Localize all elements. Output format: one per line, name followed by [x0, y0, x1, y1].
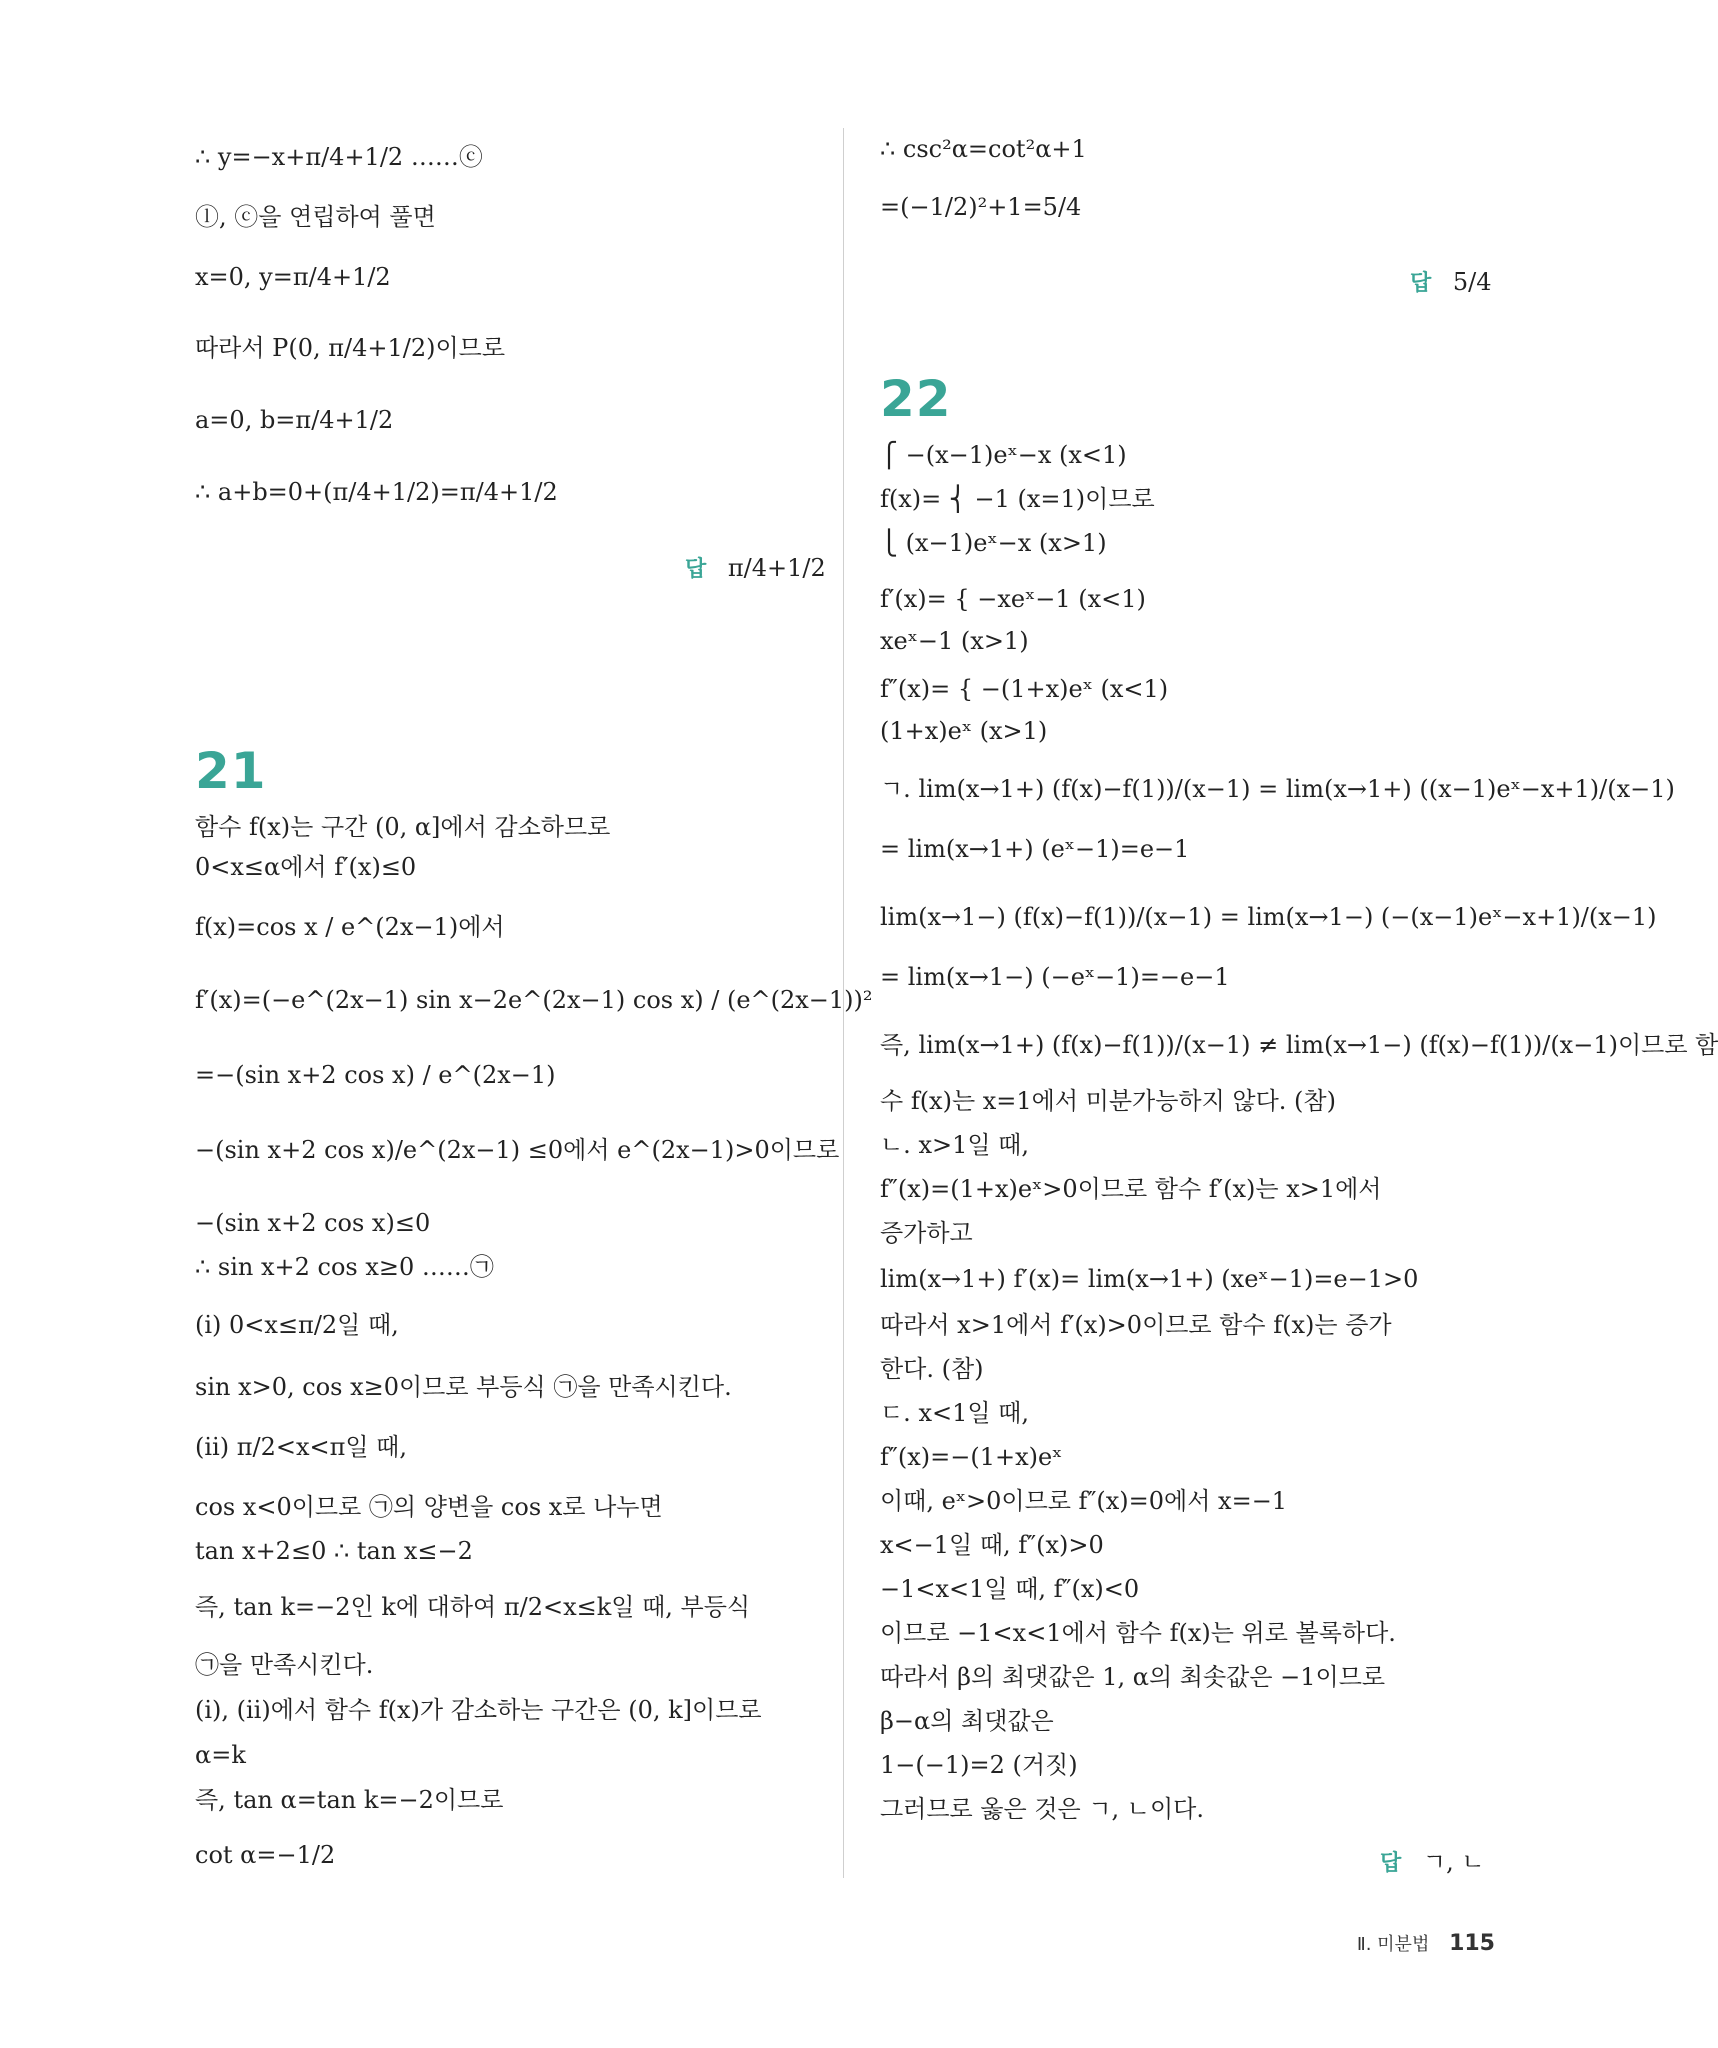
text-line: 따라서 x>1에서 f′(x)>0이므로 함수 f(x)는 증가: [880, 1311, 1392, 1339]
section-name: Ⅱ. 미분법: [1356, 1934, 1430, 1955]
equation-line: ∴ y=−x+π/4+1/2 ……ⓒ: [195, 143, 483, 171]
equation-line: tan x+2≤0 ∴ tan x≤−2: [195, 1537, 473, 1565]
text-line: ㉠을 만족시킨다.: [195, 1651, 374, 1679]
text-line: 이때, eˣ>0이므로 f″(x)=0에서 x=−1: [880, 1487, 1288, 1515]
equation-line: =(−1/2)²+1=5/4: [880, 193, 1082, 221]
text-line: 따라서 β의 최댓값은 1, α의 최솟값은 −1이므로: [880, 1663, 1386, 1691]
text-line: −1<x<1일 때, f″(x)<0: [880, 1575, 1140, 1603]
equation-line: 1−(−1)=2 (거짓): [880, 1751, 1078, 1779]
case-line: (ⅰ) 0<x≤π/2일 때,: [195, 1311, 399, 1339]
answer-box: [1410, 266, 1492, 297]
text-line: 한다. (참): [880, 1355, 984, 1383]
equation-line: lim(x→1−) (f(x)−f(1))/(x−1) = lim(x→1−) (−(x−1)eˣ−x+1)/(x−1): [880, 903, 1657, 931]
text-line: 따라서 P(0, π/4+1/2)이므로: [195, 334, 505, 362]
answer-label: 답: [685, 557, 707, 582]
equation-line: f(x)= ⎨ −1 (x=1)이므로: [880, 485, 1155, 513]
answer-label: 답: [1380, 1851, 1402, 1876]
equation-line: f″(x)= { −(1+x)eˣ (x<1): [880, 675, 1169, 703]
text-line: 증가하고: [880, 1219, 973, 1247]
answer-label: 답: [1410, 271, 1432, 296]
equation-line: x=0, y=π/4+1/2: [195, 263, 391, 291]
text-line: 이므로 −1<x<1에서 함수 f(x)는 위로 볼록하다.: [880, 1619, 1396, 1647]
text-line: ㄷ. x<1일 때,: [880, 1399, 1029, 1427]
text-line: 수 f(x)는 x=1에서 미분가능하지 않다. (참): [880, 1087, 1336, 1115]
text-line: f″(x)=(1+x)eˣ>0이므로 함수 f′(x)는 x>1에서: [880, 1175, 1382, 1203]
equation-line: f′(x)= { −xeˣ−1 (x<1): [880, 585, 1146, 613]
equation-line: ⎧ −(x−1)eˣ−x (x<1): [880, 441, 1127, 469]
case-line: (ⅱ) π/2<x<π일 때,: [195, 1433, 407, 1461]
text-line: 즉, tan k=−2인 k에 대하여 π/2<x≤k일 때, 부등식: [195, 1593, 751, 1621]
problem-number-21: 21: [195, 742, 267, 800]
equation-line: f″(x)=−(1+x)eˣ: [880, 1443, 1063, 1471]
equation-line: α=k: [195, 1741, 246, 1769]
equation-line: f′(x)=(−e^(2x−1) sin x−2e^(2x−1) cos x) / (e^(2x−1))²: [195, 986, 873, 1014]
equation-line: = lim(x→1−) (−eˣ−1)=−e−1: [880, 963, 1230, 991]
equation-line: ㄱ. lim(x→1+) (f(x)−f(1))/(x−1) = lim(x→1+) ((x−1)eˣ−x+1)/(x−1): [880, 775, 1675, 803]
text-line: ㄴ. x>1일 때,: [880, 1131, 1029, 1159]
equation-line: cot α=−1/2: [195, 1841, 336, 1869]
equation-line: ∴ csc²α=cot²α+1: [880, 135, 1087, 163]
answer-value: 5/4: [1452, 268, 1492, 296]
page-number: 115: [1449, 1931, 1495, 1956]
answer-box: [1380, 1842, 1485, 1877]
text-line: 0<x≤α에서 f′(x)≤0: [195, 853, 417, 881]
equation-line: xeˣ−1 (x>1): [880, 627, 1029, 655]
conclusion-line: 그러므로 옳은 것은 ㄱ, ㄴ이다.: [880, 1795, 1204, 1823]
equation-line: f(x)=cos x / e^(2x−1)에서: [195, 913, 505, 941]
equation-line: =−(sin x+2 cos x) / e^(2x−1): [195, 1061, 556, 1089]
text-line: β−α의 최댓값은: [880, 1707, 1054, 1735]
text-line: x<−1일 때, f″(x)>0: [880, 1531, 1104, 1559]
equation-line: −(sin x+2 cos x)/e^(2x−1) ≤0에서 e^(2x−1)>0이므로: [195, 1136, 840, 1164]
equation-line: −(sin x+2 cos x)≤0: [195, 1209, 431, 1237]
text-line: cos x<0이므로 ㉠의 양변을 cos x로 나누면: [195, 1493, 663, 1521]
answer-value: π/4+1/2: [727, 554, 826, 582]
text-line: (ⅰ), (ⅱ)에서 함수 f(x)가 감소하는 구간은 (0, k]이므로: [195, 1696, 762, 1724]
answer-value: ㄱ, ㄴ: [1422, 1848, 1485, 1876]
equation-line: ⎩ (x−1)eˣ−x (x>1): [880, 529, 1107, 557]
equation-line: lim(x→1+) f′(x)= lim(x→1+) (xeˣ−1)=e−1>0: [880, 1265, 1419, 1293]
page-footer: [1357, 1930, 1495, 1956]
equation-line: (1+x)eˣ (x>1): [880, 717, 1048, 745]
text-line: ⓛ, ⓒ을 연립하여 풀면: [195, 203, 436, 231]
problem-number-22: 22: [880, 370, 952, 428]
equation-line: = lim(x→1+) (eˣ−1)=e−1: [880, 835, 1190, 863]
equation-line: ∴ a+b=0+(π/4+1/2)=π/4+1/2: [195, 478, 558, 506]
answer-box: [685, 552, 826, 583]
equation-line: a=0, b=π/4+1/2: [195, 406, 394, 434]
equation-line: 즉, lim(x→1+) (f(x)−f(1))/(x−1) ≠ lim(x→1−) (f(x)−f(1))/(x−1)이므로 함: [880, 1031, 1718, 1059]
text-line: sin x>0, cos x≥0이므로 부등식 ㉠을 만족시킨다.: [195, 1373, 732, 1401]
text-line: 함수 f(x)는 구간 (0, α]에서 감소하므로: [195, 813, 611, 841]
equation-line: ∴ sin x+2 cos x≥0 ……㉠: [195, 1253, 494, 1281]
text-line: 즉, tan α=tan k=−2이므로: [195, 1786, 504, 1814]
